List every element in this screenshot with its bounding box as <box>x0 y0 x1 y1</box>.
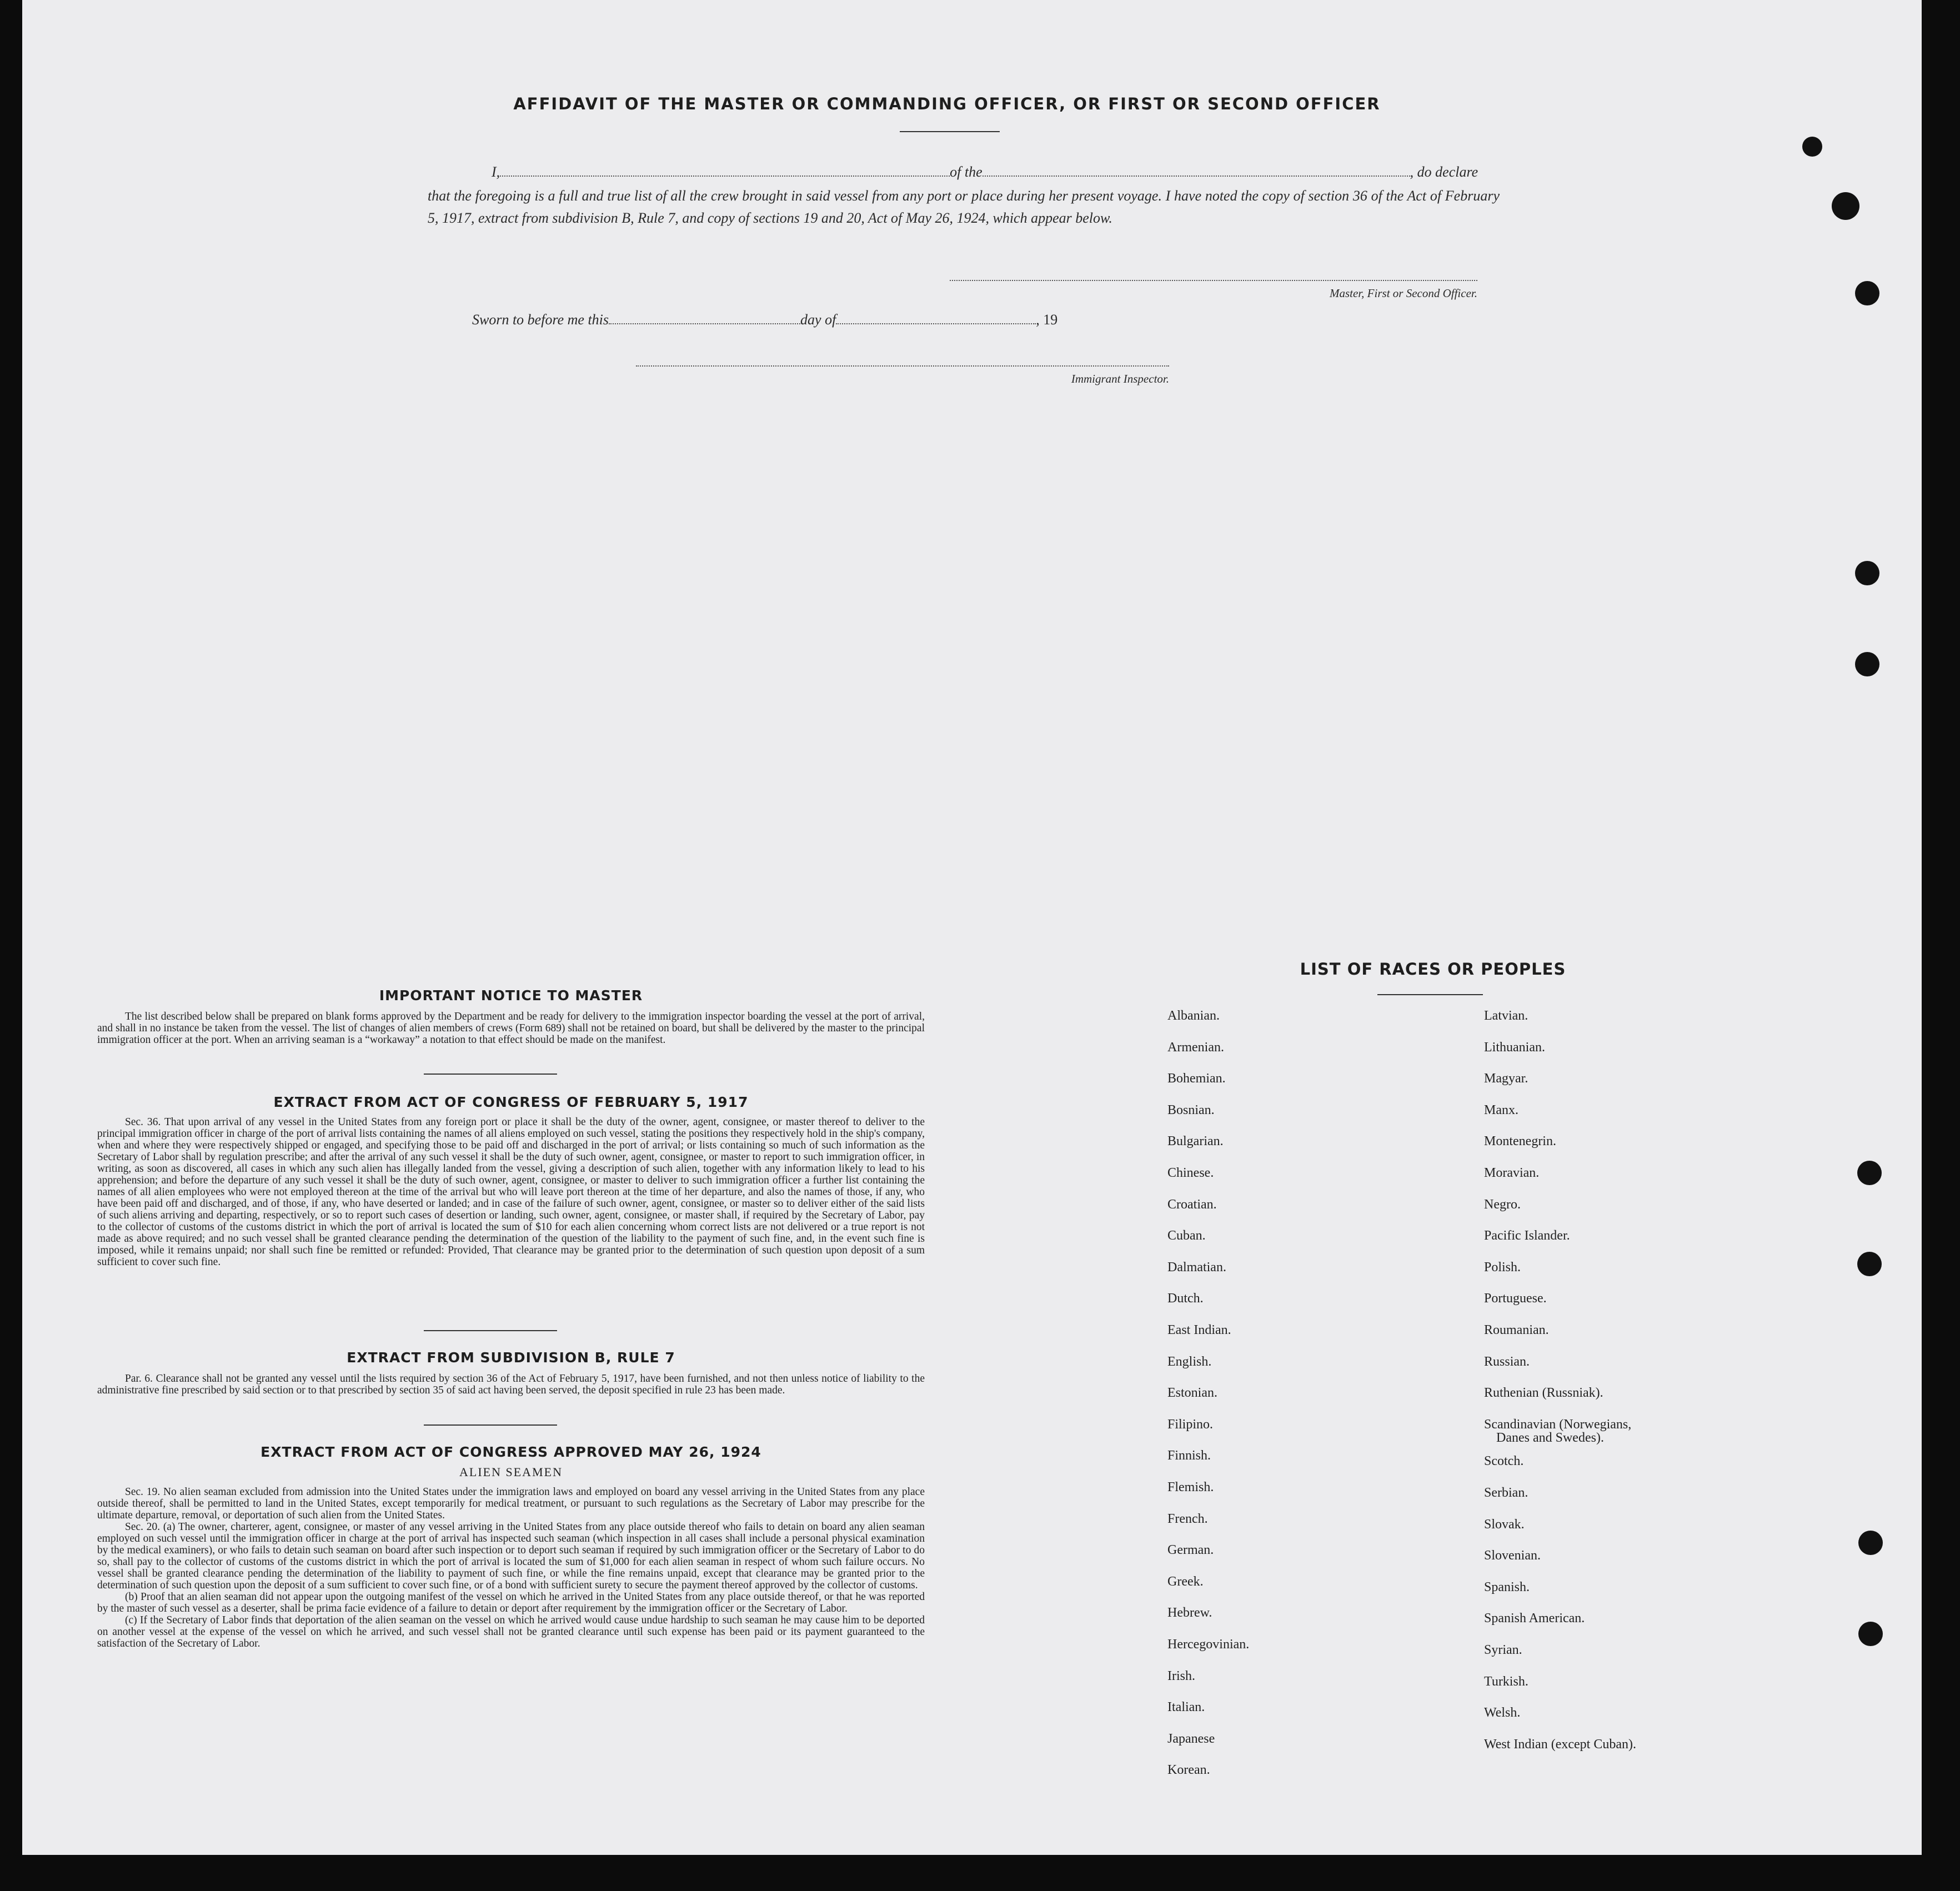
race-item: Albanian. <box>1167 1009 1220 1023</box>
race-item: Bulgarian. <box>1167 1134 1224 1149</box>
binder-hole <box>1855 561 1879 585</box>
race-item: Hebrew. <box>1167 1606 1212 1621</box>
race-item: Cuban. <box>1167 1228 1206 1243</box>
sworn-month-blank[interactable] <box>836 310 1036 324</box>
race-item: Lithuanian. <box>1484 1040 1545 1055</box>
extract-1917-text: Sec. 36. That upon arrival of any vessel in the United States from any foreign port or place it shall be the duty of the owner, agent, consignee, or master thereof to deliver to the principal immigration officer in charge of the port of arrival lists containing the names of all aliens employed on such vessel, stating the positions they respectively hold in the ship's company, when and where they were respectively shipped or engaged, and specifying those to be paid off and discharged in the port of arrival; or lists containing so much of such information as the Secretary of Labor shall by regulation prescribe; and after the arrival of any such vessel it shall be the duty of such owner, agent, consignee, or master to report to such immigration officer, in writing, as soon as discovered, all cases in which any such alien has illegally landed from the vessel, giving a description of such alien, together with any information likely to lead to his apprehension; and before the departure of any such vessel it shall be the duty of such owner, agent, consignee, or master to deliver to such immigration officer a further list containing the names of all alien employees who were not employed thereon at the time of the arrival but who will leave port thereon at the time of her departure, and also the names of those, if any, who have been paid off and discharged, and of those, if any, who have deserted or landed; and in case of the failure of such owner, agent, consignee, or master so to deliver either of the said lists of such aliens arriving and departing, respectively, or so to report such cases of desertion or landing, such owner, agent, consignee, or master shall, if required by the Secretary of Labor, pay to the collector of customs of the customs district in which the port of arrival is located the sum of $10 for each alien concerning whom correct lists are not delivered or a true report is not made as above required; and no such vessel shall be granted clearance pending the determination of the question of the liability to the payment of such fine, and, in the event such fine is imposed, while it remains unpaid; nor shall such fine be remitted or refunded: Provided, That clearance may be granted prior to the determination of such question upon deposit of a sum sufficient to cover such fine. <box>97 1116 925 1268</box>
race-item: Polish. <box>1484 1260 1521 1275</box>
race-item: Slovenian. <box>1484 1548 1541 1563</box>
race-item: Roumanian. <box>1484 1323 1549 1337</box>
race-item: East Indian. <box>1167 1323 1231 1337</box>
extract-1924-text <box>97 1486 925 1649</box>
divider <box>424 1424 557 1426</box>
extract-1917-title: EXTRACT FROM ACT OF CONGRESS OF FEBRUARY 5, 1917 <box>273 1094 749 1110</box>
race-item: Hercegovinian. <box>1167 1637 1250 1652</box>
race-item: English. <box>1167 1354 1212 1369</box>
race-item: Bosnian. <box>1167 1102 1215 1117</box>
race-item: Welsh. <box>1484 1706 1521 1721</box>
extract-rule7-title: EXTRACT FROM SUBDIVISION B, RULE 7 <box>347 1350 675 1366</box>
race-item: Slovak. <box>1484 1517 1525 1532</box>
race-item: Armenian. <box>1167 1040 1224 1055</box>
race-item: Irish. <box>1167 1668 1195 1683</box>
race-item: Dalmatian. <box>1167 1260 1226 1275</box>
race-item: Scotch. <box>1484 1454 1524 1469</box>
race-item: Japanese <box>1167 1731 1215 1746</box>
sworn-day-label: day of <box>800 312 836 328</box>
binder-hole <box>1855 281 1879 305</box>
section-20b: (b) Proof that an alien seaman did not appear upon the outgoing manifest of the vessel on which he arrived in the United States from any place outside thereof, or that he was reported by the master of such vessel as a deserter, shall be prima facie evidence of a failure to detain or deport after requirement by the immigration officer or the Secretary of Labor. <box>97 1591 925 1614</box>
race-item: Italian. <box>1167 1700 1205 1715</box>
race-item: French. <box>1167 1511 1208 1526</box>
race-item: Ruthenian (Russniak). <box>1484 1386 1603 1401</box>
race-item: Negro. <box>1484 1197 1521 1212</box>
race-item: Estonian. <box>1167 1386 1217 1401</box>
binder-hole <box>1802 137 1822 157</box>
race-item: Syrian. <box>1484 1643 1522 1657</box>
signature-caption: Master, First or Second Officer. <box>1330 287 1477 300</box>
race-item: Magyar. <box>1484 1071 1528 1086</box>
binder-hole <box>1858 1531 1883 1555</box>
divider <box>900 131 1000 132</box>
sworn-day-blank[interactable] <box>609 310 800 324</box>
extract-1924-subtitle: ALIEN SEAMEN <box>459 1465 563 1479</box>
binder-hole <box>1857 1161 1882 1185</box>
race-item: Scandinavian (Norwegians, <box>1484 1417 1632 1432</box>
race-item: Moravian. <box>1484 1166 1540 1180</box>
sworn-prefix: Sworn to before me this <box>472 312 609 328</box>
affidavit-title: AFFIDAVIT OF THE MASTER OR COMMANDING OFFICER, OR FIRST OR SECOND OFFICER <box>513 94 1381 113</box>
binder-hole <box>1857 1252 1882 1276</box>
affidavit-statement: that the foregoing is a full and true list of all the crew brought in said vessel from any port or place during her present voyage. I have noted the copy of section 36 of the Act of February 5, 1917, extract from subdivision B, Rule 7, and copy of sections 19 and 20, Act of May 26, 1924, which appear below. <box>428 188 1500 226</box>
affidavit-i-label: I, <box>492 164 500 180</box>
race-item: Russian. <box>1484 1354 1530 1369</box>
extract-1924-title: EXTRACT FROM ACT OF CONGRESS APPROVED MAY 26, 1924 <box>260 1444 761 1460</box>
race-item: Manx. <box>1484 1102 1518 1117</box>
vessel-blank[interactable] <box>982 162 1410 177</box>
sworn-line <box>428 309 1500 331</box>
section-20a: Sec. 20. (a) The owner, charterer, agent, consignee, or master of any vessel arriving in the United States from any place outside thereof who fails to detain on board any alien seaman employed on such vessel until the immigration officer in charge at the port of arrival has inspected such seaman (which inspection in all cases shall include a personal physical examination by the medical examiners), or who fails to detain such seaman on board after such inspection or to deport such seaman if required by such immigration officer or the Secretary of Labor to do so, shall pay to the collector of customs of the customs district in which the port of arrival is located the sum of $1,000 for each alien seaman in respect of whom such failure occurs. No vessel shall be granted clearance pending the determination of the liability to payment of such fine, or while the fine remains unpaid, except that clearance may be granted prior to the determination of such question upon the deposit of a sum sufficient to cover such fine, or of a bond with sufficient surety to secure the payment thereof approved by the collector of customs. <box>97 1521 925 1591</box>
race-item: Bohemian. <box>1167 1071 1226 1086</box>
affidavit-declaration-line <box>428 161 1500 183</box>
race-item: Portuguese. <box>1484 1291 1547 1306</box>
race-item: West Indian (except Cuban). <box>1484 1737 1636 1752</box>
inspector-caption: Immigrant Inspector. <box>1071 372 1169 385</box>
section-19: Sec. 19. No alien seaman excluded from admission into the United States under the immigration laws and employed on board any vessel arriving in the United States from any place outside thereof, shall be permitted to land in the United States, except temporarily for medical treatment, or pursuant to such regulations as the Secretary of Labor may prescribe for the ultimate departure, removal, or deportation of such alien from the United States. <box>97 1486 925 1521</box>
binder-hole <box>1832 192 1859 220</box>
race-item: Greek. <box>1167 1574 1204 1589</box>
race-item: Chinese. <box>1167 1166 1214 1180</box>
name-blank[interactable] <box>500 162 950 177</box>
divider <box>424 1074 557 1075</box>
race-item: Korean. <box>1167 1763 1210 1778</box>
sworn-year-label: , 19 <box>1036 312 1058 328</box>
notice-title: IMPORTANT NOTICE TO MASTER <box>379 987 643 1004</box>
race-item: Montenegrin. <box>1484 1134 1556 1149</box>
race-item: Filipino. <box>1167 1417 1214 1432</box>
race-item: Croatian. <box>1167 1197 1217 1212</box>
race-item: Flemish. <box>1167 1480 1214 1494</box>
races-title: LIST OF RACES OR PEOPLES <box>1300 960 1566 979</box>
affidavit-declare-label: , do declare <box>1410 164 1478 180</box>
race-item: Spanish. <box>1484 1579 1530 1594</box>
race-item: Pacific Islander. <box>1484 1228 1570 1243</box>
race-item: Spanish American. <box>1484 1611 1585 1626</box>
document-page <box>22 0 1922 1855</box>
race-item: Finnish. <box>1167 1448 1211 1463</box>
divider <box>424 1330 557 1331</box>
race-item: Latvian. <box>1484 1009 1528 1023</box>
race-item: Turkish. <box>1484 1674 1528 1689</box>
signature-line[interactable] <box>950 280 1477 281</box>
race-item: Dutch. <box>1167 1291 1204 1306</box>
section-20c: (c) If the Secretary of Labor finds that deportation of the alien seaman on the vessel on which he arrived would cause undue hardship to such seaman he may cause him to be deported on another vessel at the expense of the vessel on which he arrived, and such vessel shall not be granted clearance until such expense has been paid or its payment guaranteed to the satisfaction of the Secretary of Labor. <box>97 1614 925 1649</box>
divider <box>1377 994 1483 995</box>
notice-text: The list described below shall be prepared on blank forms approved by the Department and be ready for delivery to the immigration inspector boarding the vessel at the port of arrival, and shall in no instance be taken from the vessel. The list of changes of alien members of crews (Form 689) shall not be retained on board, but shall be delivered by the master to the principal immigration officer at the port. When an arriving seaman is a “workaway” a notation to that effect should be made on the manifest. <box>97 1011 925 1046</box>
inspector-signature-line[interactable] <box>636 365 1169 367</box>
binder-hole <box>1855 652 1879 676</box>
race-item: German. <box>1167 1543 1214 1558</box>
race-item: Serbian. <box>1484 1486 1528 1500</box>
race-item: Danes and Swedes). <box>1496 1430 1604 1445</box>
extract-rule7-text: Par. 6. Clearance shall not be granted any vessel until the lists required by section 36 of the Act of February 5, 1917, have been furnished, and not then unless notice of liability to the administrative fine prescribed by said section or to that prescribed by section 35 of said act having been served, the deposit specified in rule 23 has been made. <box>97 1373 925 1396</box>
affidavit-of-the-label: of the <box>950 164 982 180</box>
binder-hole <box>1858 1622 1883 1646</box>
